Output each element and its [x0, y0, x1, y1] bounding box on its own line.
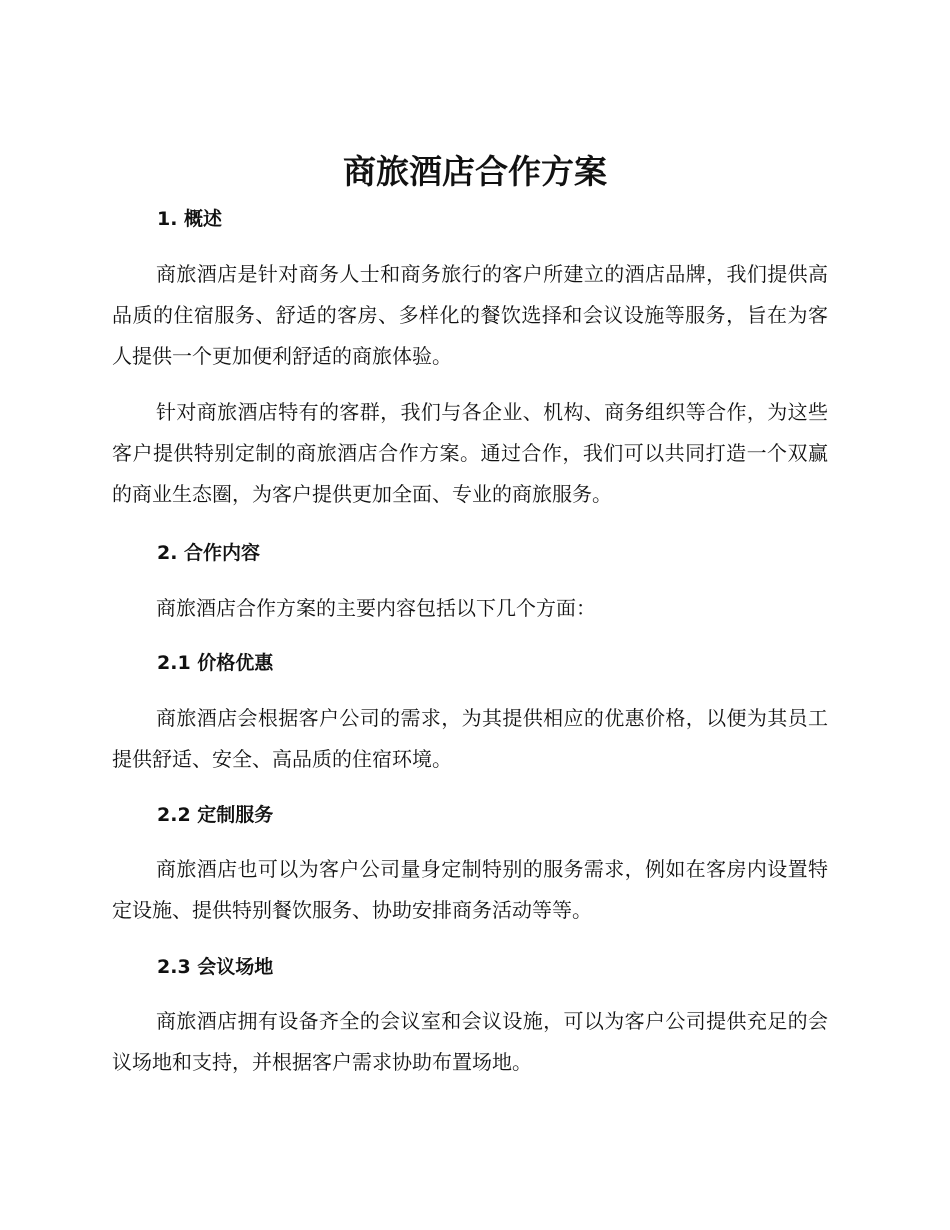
paragraph-overview-1: 商旅酒店是针对商务人士和商务旅行的客户所建立的酒店品牌，我们提供高品质的住宿服务、舒适的客房、多样化的餐饮选择和会议设施等服务，旨在为客人提供一个更加便利舒适的商旅体验。 — [112, 262, 828, 368]
paragraph-cooperation-intro: 商旅酒店合作方案的主要内容包括以下几个方面： — [156, 596, 596, 620]
section-heading-price: 2.1 价格优惠 — [157, 652, 274, 674]
section-heading-overview: 1. 概述 — [157, 208, 223, 230]
paragraph-overview-2: 针对商旅酒店特有的客群，我们与各企业、机构、商务组织等合作，为这些客户提供特别定制的商旅酒店合作方案。通过合作，我们可以共同打造一个双赢的商业生态圈，为客户提供更加全面、专业的商旅服务。 — [112, 400, 828, 506]
section-heading-cooperation: 2. 合作内容 — [157, 542, 261, 564]
document-title: 商旅酒店合作方案 — [343, 152, 607, 191]
section-heading-meeting: 2.3 会议场地 — [157, 956, 274, 978]
paragraph-meeting: 商旅酒店拥有设备齐全的会议室和会议设施，可以为客户公司提供充足的会议场地和支持，并根据客户需求协助布置场地。 — [112, 1009, 828, 1074]
paragraph-custom: 商旅酒店也可以为客户公司量身定制特别的服务需求，例如在客房内设置特定设施、提供特别餐饮服务、协助安排商务活动等等。 — [112, 857, 828, 922]
paragraph-price: 商旅酒店会根据客户公司的需求，为其提供相应的优惠价格，以便为其员工提供舒适、安全、高品质的住宿环境。 — [112, 706, 828, 771]
section-heading-custom: 2.2 定制服务 — [157, 804, 274, 826]
